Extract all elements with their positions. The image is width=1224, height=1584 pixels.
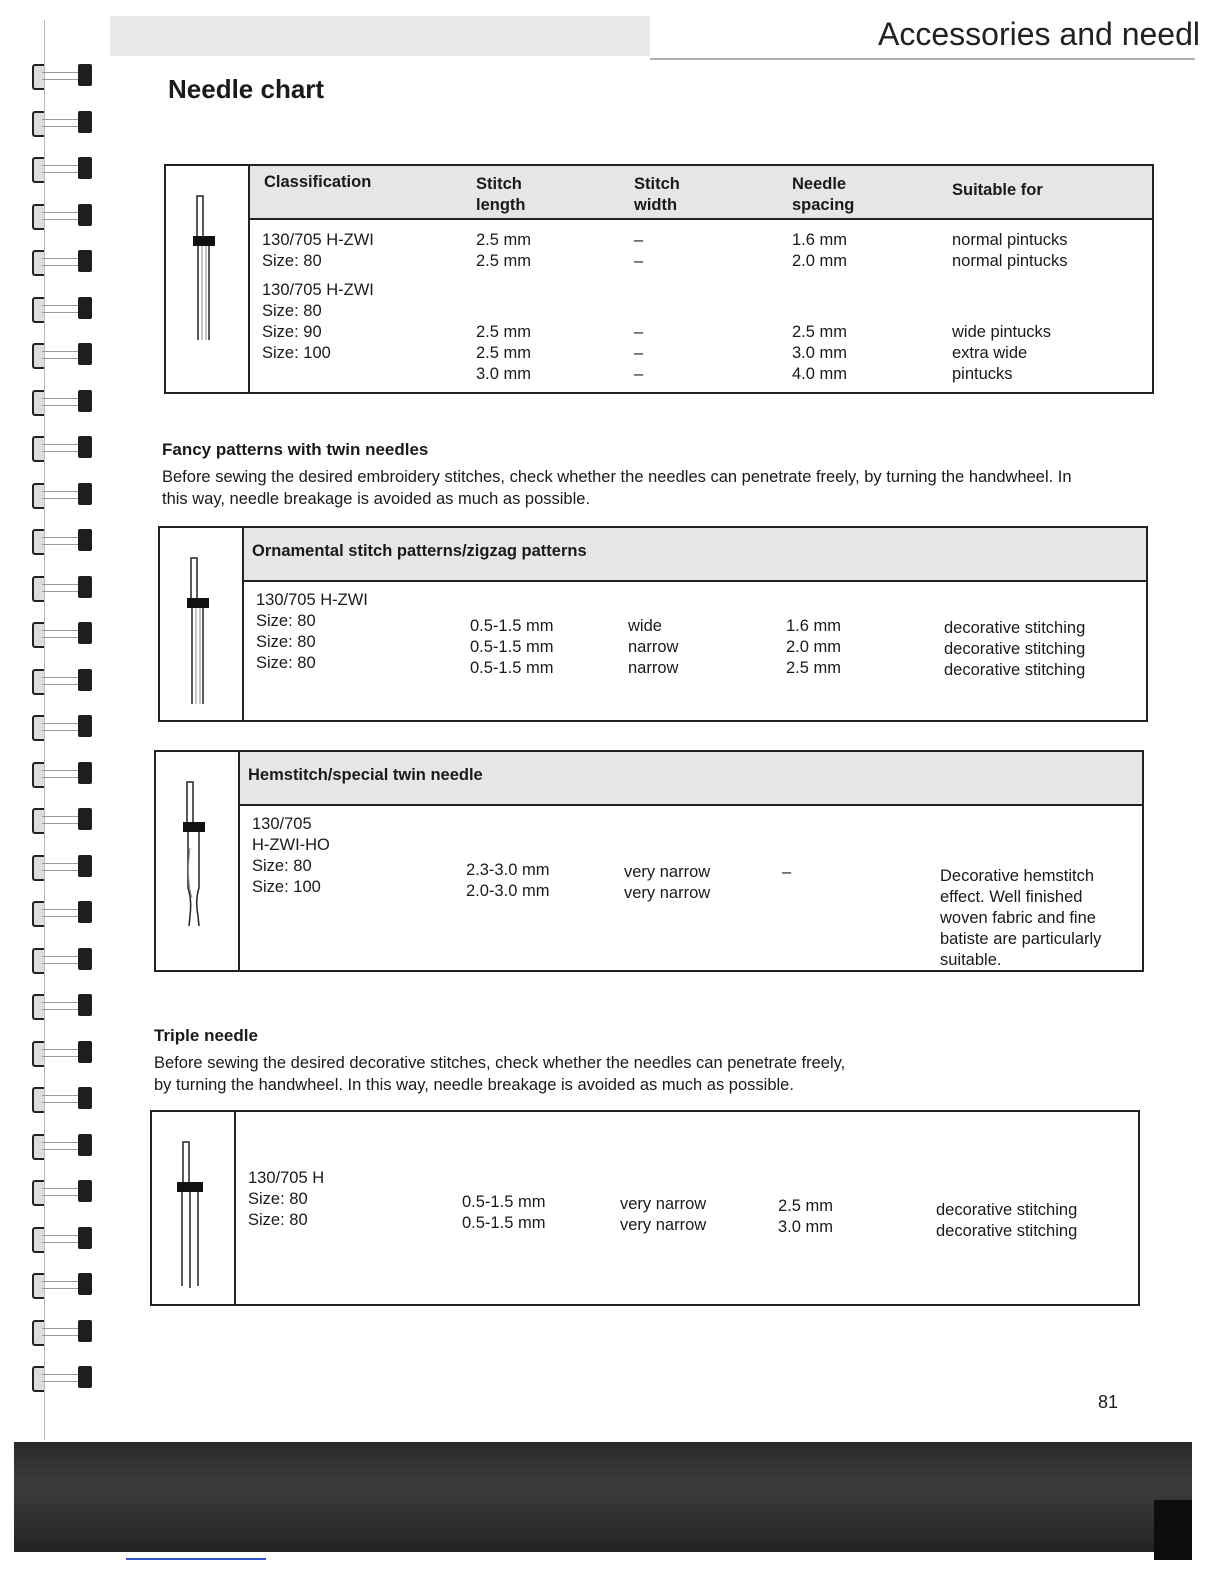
- suitable-for-cells: decorative stitching decorative stitching: [936, 1201, 1078, 1240]
- classification-cells: 130/705 H-ZWI Size: 80 130/705 H-ZWI Size: 80 Size: 90 Size: 100: [262, 231, 374, 362]
- stitch-length-cells: 0.5-1.5 mm 0.5-1.5 mm 0.5-1.5 mm: [470, 617, 554, 677]
- hemstitch-needle-icon: [176, 778, 216, 938]
- col-suitable-for: Suitable for: [952, 181, 1043, 199]
- binding-ring: [28, 713, 100, 739]
- scan-bottom-edge: [14, 1442, 1192, 1552]
- col-stitch-length: Stitch length: [476, 175, 526, 214]
- binding-ring: [28, 1271, 100, 1297]
- needle-spacing-cells: 2.5 mm 3.0 mm: [778, 1197, 834, 1236]
- blue-line: [126, 1558, 266, 1560]
- ornamental-title: Ornamental stitch patterns/zigzag patterns: [252, 542, 587, 560]
- binding-ring: [28, 341, 100, 367]
- triple-text: Before sewing the desired decorative stitches, check whether the needles can penetrate freely, by turning the handwheel. In this way, needle breakage is avoided as much as possible.: [154, 1054, 846, 1094]
- stitch-length-cells: 2.3-3.0 mm 2.0-3.0 mm: [466, 861, 550, 900]
- stitch-length-cells: 2.5 mm 2.5 mm 2.5 mm 2.5 mm 3.0 mm: [476, 231, 532, 383]
- binding-ring: [28, 202, 100, 228]
- col-classification: Classification: [264, 173, 372, 191]
- suitable-for-cells: normal pintucks normal pintucks wide pintucks extra wide pintucks: [952, 231, 1068, 383]
- page-title: Needle chart: [168, 74, 325, 104]
- classification-cells: 130/705 H-ZWI Size: 80 Size: 80 Size: 80: [256, 591, 368, 672]
- binding-ring: [28, 388, 100, 414]
- ornamental-table: [158, 526, 1148, 722]
- hemstitch-title: Hemstitch/special twin needle: [248, 766, 483, 784]
- binding-ring: [28, 760, 100, 786]
- twin-needle-icon: [180, 554, 220, 714]
- fancy-text: Before sewing the desired embroidery stitches, check whether the needles can penetrate freely, by turning the handwheel. In this way, needle breakage is avoided as much as possible.: [162, 468, 1072, 508]
- binding-ring: [28, 1132, 100, 1158]
- needle-icon-cell: [152, 1112, 236, 1304]
- needle-spacing-cells: –: [782, 863, 792, 881]
- col-needle-spacing: Needle spacing: [792, 175, 855, 214]
- suitable-for-cells: Decorative hemstitch effect. Well finished woven fabric and fine batiste are particularly suitable.: [940, 867, 1102, 969]
- triple-heading: Triple needle: [154, 1026, 258, 1045]
- binding-ring: [28, 853, 100, 879]
- binding-ring: [28, 899, 100, 925]
- header-section-title: Accessories and needl: [878, 16, 1200, 52]
- needle-icon-cell: [160, 528, 244, 720]
- scan-corner: [1154, 1500, 1192, 1560]
- binding-ring: [28, 434, 100, 460]
- stitch-width-cells: very narrow very narrow: [624, 863, 711, 902]
- needle-icon-cell: [166, 166, 250, 392]
- spiral-binding: [0, 0, 110, 1440]
- binding-ring: [28, 527, 100, 553]
- twin-needle-table: [164, 164, 1154, 394]
- binding-ring: [28, 806, 100, 832]
- needle-icon-cell: [156, 752, 240, 970]
- classification-cells: 130/705 H-ZWI-HO Size: 80 Size: 100: [252, 815, 330, 896]
- binding-ring: [28, 667, 100, 693]
- page-number: 81: [1098, 1392, 1119, 1412]
- binding-ring: [28, 1039, 100, 1065]
- binding-ring: [28, 295, 100, 321]
- col-stitch-width: Stitch width: [634, 175, 680, 214]
- table-header: [244, 528, 1146, 582]
- fancy-heading: Fancy patterns with twin needles: [162, 440, 429, 459]
- stitch-width-cells: – – – – –: [634, 231, 644, 383]
- stitch-width-cells: wide narrow narrow: [628, 617, 679, 677]
- table-header: [250, 166, 1152, 220]
- binding-ring: [28, 62, 100, 88]
- binding-ring: [28, 620, 100, 646]
- suitable-for-cells: decorative stitching decorative stitching decorative stitching: [944, 619, 1086, 679]
- binding-ring: [28, 1318, 100, 1344]
- binding-ring: [28, 992, 100, 1018]
- stitch-length-cells: 0.5-1.5 mm 0.5-1.5 mm: [462, 1193, 546, 1232]
- binding-ring: [28, 946, 100, 972]
- triple-needle-table: [150, 1110, 1140, 1306]
- binding-ring: [28, 574, 100, 600]
- binding-ring: [28, 1225, 100, 1251]
- binding-ring: [28, 1178, 100, 1204]
- binding-ring: [28, 1085, 100, 1111]
- binding-ring: [28, 109, 100, 135]
- binding-ring: [28, 155, 100, 181]
- classification-cells: 130/705 H Size: 80 Size: 80: [248, 1169, 325, 1229]
- binding-ring: [28, 481, 100, 507]
- header-rule: [650, 58, 1195, 60]
- table-header: [240, 752, 1142, 806]
- needle-spacing-cells: 1.6 mm 2.0 mm 2.5 mm 3.0 mm 4.0 mm: [792, 231, 848, 383]
- binding-ring: [28, 1364, 100, 1390]
- header-band: [110, 16, 650, 56]
- needle-spacing-cells: 1.6 mm 2.0 mm 2.5 mm: [786, 617, 842, 677]
- twin-needle-icon: [186, 192, 226, 352]
- binding-ring: [28, 248, 100, 274]
- hemstitch-table: [154, 750, 1144, 972]
- stitch-width-cells: very narrow very narrow: [620, 1195, 707, 1234]
- triple-needle-icon: [172, 1138, 212, 1298]
